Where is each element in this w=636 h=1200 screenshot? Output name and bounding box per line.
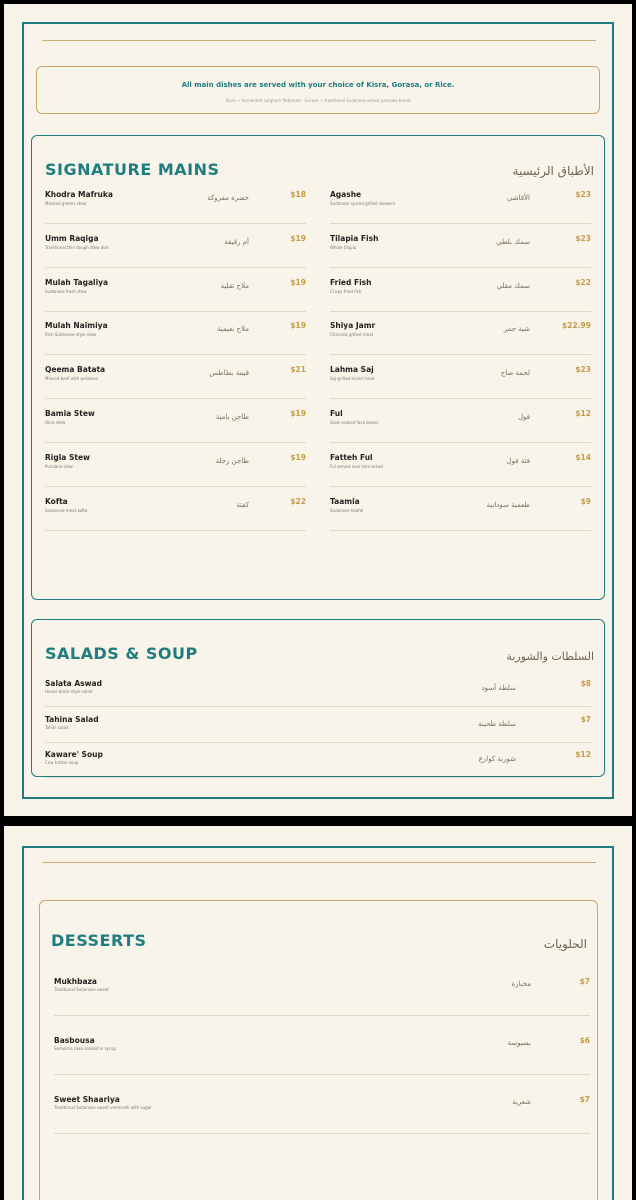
item-name-arabic: خضرة مفروكة: [207, 194, 249, 202]
item-name: Ful: [330, 409, 343, 418]
item-name: Shiya Jamr: [330, 321, 376, 331]
menu-item: [45, 190, 306, 224]
item-price: $7: [580, 714, 591, 724]
item-description: House black-style salad: [45, 689, 93, 694]
menu-item: [330, 190, 591, 224]
item-price: $12: [575, 750, 591, 759]
item-name: Mukhbaza: [54, 977, 97, 986]
menu-item: [45, 365, 306, 399]
desserts-section: [39, 900, 598, 1200]
item-price: $23: [575, 365, 591, 375]
item-name-arabic: ملاح تقلية: [220, 281, 249, 290]
item-name-arabic: أم رقيقة: [224, 237, 249, 246]
item-description: Semolina cake soaked in syrup: [54, 1046, 116, 1051]
item-price: $21: [290, 365, 306, 375]
item-description: Rich Sudanese-style stew: [45, 332, 97, 338]
item-price: $23: [575, 233, 591, 243]
menu-item: [330, 409, 591, 443]
item-name: Kofta: [45, 496, 68, 506]
item-price: $19: [290, 452, 306, 462]
item-name-arabic: شعرية: [512, 1098, 531, 1106]
item-name: Qeema Batata: [45, 365, 106, 375]
menu-item: [54, 977, 590, 1016]
item-name-arabic: مخبازة: [511, 980, 531, 988]
item-description: Mashed greens stew: [45, 201, 87, 206]
item-name-arabic: سلطة طحينة: [478, 719, 516, 728]
item-description: Ful served over torn bread: [330, 463, 383, 469]
item-name: Tahina Salad: [45, 714, 99, 724]
menu-item: [330, 453, 591, 487]
section-title: SIGNATURE MAINS: [45, 160, 220, 179]
item-name-arabic: ملاح نعيمية: [216, 325, 249, 334]
menu-item: [330, 365, 591, 399]
item-name-arabic: الأقاشي: [506, 194, 530, 202]
item-name: Mulah Naimiya: [45, 321, 108, 331]
item-price: $22: [575, 277, 591, 287]
item-description: Cow trotter soup: [45, 760, 79, 765]
item-description: Okra stew: [45, 420, 66, 425]
serving-notice: [36, 66, 600, 114]
item-name: Sweet Shaariya: [54, 1095, 120, 1104]
item-name: Basbousa: [54, 1036, 95, 1045]
item-description: Tahini salad: [45, 724, 69, 730]
item-name-arabic: طاجن رجلة: [215, 456, 249, 465]
menu-page-1: [4, 4, 632, 816]
signature-mains-section: [31, 135, 605, 600]
item-name: Umm Raqiga: [45, 233, 99, 243]
menu-page-2: [4, 826, 632, 1200]
menu-item: [45, 497, 306, 531]
item-name: Taamia: [330, 496, 360, 506]
menu-item: [45, 715, 591, 743]
item-name: Fried Fish: [330, 277, 372, 287]
item-name: Fatteh Ful: [330, 452, 373, 462]
menu-item: [45, 278, 306, 312]
menu-item: [45, 679, 591, 707]
item-name: Lahma Saj: [330, 365, 374, 375]
item-name-arabic: فول: [517, 413, 530, 421]
item-name-arabic: شوربة كوارع: [478, 755, 516, 763]
item-price: $18: [290, 190, 306, 199]
item-price: $7: [579, 977, 590, 986]
item-price: $14: [575, 452, 591, 462]
item-price: $19: [290, 277, 306, 287]
item-price: $23: [575, 190, 591, 199]
item-name-arabic: كفتة: [236, 500, 249, 509]
section-title: DESSERTS: [51, 931, 147, 950]
item-description: Traditional Sudanese sweet: [54, 987, 109, 992]
item-name: Kaware' Soup: [45, 750, 103, 759]
item-price: $22: [290, 496, 306, 506]
menu-item: [330, 234, 591, 268]
menu-item: [330, 497, 591, 531]
item-name-arabic: لحمة صاج: [500, 369, 530, 378]
item-name: Agashe: [330, 190, 362, 199]
item-price: $19: [290, 409, 306, 418]
menu-item: [45, 234, 306, 268]
item-price: $12: [575, 409, 591, 418]
section-title: SALADS & SOUP: [45, 644, 198, 663]
menu-item: [45, 321, 306, 355]
item-price: $7: [579, 1095, 590, 1104]
menu-item: [54, 1095, 590, 1134]
section-title-arabic: السلطات والشوربة: [506, 650, 594, 663]
item-price: $6: [579, 1036, 590, 1045]
item-description: Sudanese fresh stew: [45, 288, 87, 294]
item-price: $19: [290, 233, 306, 243]
item-description: Purslane stew: [45, 463, 73, 469]
serving-notice-main: All main dishes are served with your choice of Kisra, Gorasa, or Rice.: [181, 81, 455, 89]
item-description: Crispy fried fish: [330, 288, 362, 294]
menu-item: [330, 278, 591, 312]
salads-soup-section: [31, 619, 605, 777]
item-name-arabic: سمك بلطي: [496, 237, 530, 246]
menu-item: [45, 409, 306, 443]
top-divider: [42, 40, 596, 41]
item-name: Khodra Mafruka: [45, 190, 113, 199]
item-description: Slow-cooked fava beans: [330, 420, 379, 425]
item-description: Whole tilapia: [330, 244, 357, 250]
menu-item: [330, 321, 591, 355]
item-name: Tilapia Fish: [330, 233, 379, 243]
section-title-arabic: الحلويات: [543, 937, 587, 951]
item-description: Saj-grilled sliced meat: [330, 376, 375, 382]
menu-item: [45, 453, 306, 487]
menu-item: [54, 1036, 590, 1075]
item-price: $19: [290, 321, 306, 331]
serving-notice-sub: Kisra ~ fermented sorghum flatbread · Gorasa ~ traditional Sudanese wheat pancake bread: [225, 98, 411, 103]
item-name: Salata Aswad: [45, 679, 102, 688]
item-description: Traditional Sudanese sweet vermicelli with sugar: [54, 1105, 152, 1110]
item-description: Seasoned meat kofta: [45, 507, 88, 513]
item-name: Mulah Tagaliya: [45, 277, 109, 287]
item-name-arabic: سمك مقلي: [496, 281, 530, 290]
item-name-arabic: طاجن بامية: [215, 413, 249, 421]
item-price: $22.99: [562, 321, 591, 331]
menu-item: [45, 750, 591, 778]
item-name-arabic: طعمية سودانية: [486, 500, 530, 509]
item-price: $9: [580, 496, 591, 506]
item-name-arabic: فتة فول: [506, 456, 530, 465]
item-name: Rigla Stew: [45, 452, 90, 462]
item-name: Bamia Stew: [45, 409, 95, 418]
item-name-arabic: بسبوسة: [507, 1039, 531, 1047]
top-divider: [42, 862, 596, 863]
item-description: Minced beef with potatoes: [45, 376, 99, 382]
item-name-arabic: قيمة بطاطس: [209, 369, 249, 378]
section-title-arabic: الأطباق الرئيسية: [512, 164, 594, 178]
item-price: $8: [580, 679, 591, 688]
item-description: Charcoal-grilled meat: [330, 332, 374, 338]
item-name-arabic: شية جمر: [503, 325, 530, 334]
item-name-arabic: سلطة أسود: [481, 684, 516, 692]
item-description: Sudanese spiced grilled skewers: [330, 201, 396, 206]
item-description: Sudanese falafel: [330, 507, 364, 513]
item-description: Traditional thin dough stew dish: [45, 244, 109, 250]
